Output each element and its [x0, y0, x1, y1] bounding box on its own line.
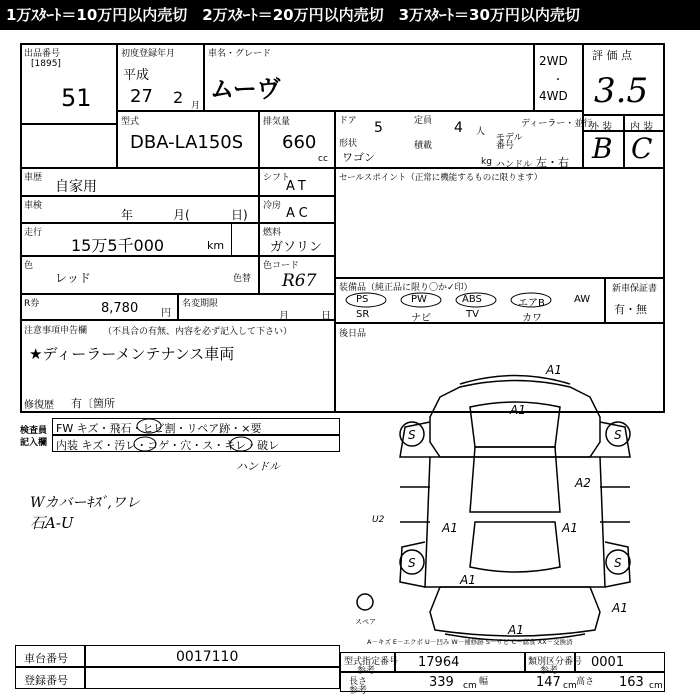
mark-a1-rear-corner: A1 — [612, 601, 628, 615]
length-ref: 参考 — [349, 686, 368, 696]
equip-navi: ナビ — [411, 313, 431, 324]
lot-label: 出品番号 — [24, 49, 61, 59]
drive-4wd: 4WD — [539, 89, 568, 103]
grade-cell — [583, 43, 665, 115]
inspection-day: 日) — [231, 208, 248, 222]
mileage-divider — [231, 224, 232, 255]
history-label: 車歴 — [24, 173, 43, 183]
width-value: 147 — [536, 675, 561, 690]
mark-s-rear-right: S — [614, 556, 622, 570]
name-label: 車名・グレード — [208, 49, 272, 59]
warranty-cell — [605, 278, 665, 323]
lot-cell — [20, 43, 117, 124]
first-reg-cell — [117, 43, 204, 111]
color-label: 色 — [24, 261, 34, 271]
equip-sr: SR — [356, 309, 370, 320]
inspector-circles — [52, 418, 340, 452]
model-designation-value: 17964 — [418, 655, 460, 670]
model-designation-sub: 参考 — [357, 666, 376, 676]
category-label-cell — [525, 652, 583, 676]
handle-label: ハンドル — [496, 160, 533, 170]
handwritten-line-2: 石A-U — [30, 514, 74, 532]
chassis-label: 車台番号 — [24, 652, 68, 665]
equip-airbag: エアB — [518, 298, 545, 309]
inspector-row-1-text: FW キズ・飛石・ヒビ割・リペア跡・×要 — [56, 422, 262, 435]
mileage-cell — [20, 223, 259, 256]
first-reg-month: 2 — [173, 88, 184, 107]
inspector-label-1: 検査員 — [20, 426, 48, 436]
sales-point-cell — [335, 168, 665, 278]
grade-value: 3.5 — [594, 71, 649, 111]
notes-value: ★ディーラーメンテナンス車両 — [29, 345, 235, 363]
fuel-value: ガソリン — [270, 240, 323, 255]
mark-u2: U2 — [372, 515, 385, 525]
spare-wheel — [357, 594, 373, 610]
capacity-value: 4 — [454, 120, 463, 136]
inspection-cell — [20, 196, 259, 223]
displacement-unit: cc — [318, 154, 328, 164]
grade-int-value: C — [631, 132, 653, 165]
circle-airbag — [511, 293, 551, 307]
color-cell — [20, 256, 259, 294]
length-value: 339 — [429, 675, 454, 690]
color-code-cell — [259, 256, 335, 294]
height-value: 163 — [619, 675, 644, 690]
name-change-label: 名変期限 — [182, 299, 219, 309]
ac-value: AC — [286, 206, 312, 221]
grade-ext-cell — [583, 131, 624, 168]
doors-label: ドア — [339, 116, 357, 126]
circle-pw — [401, 293, 441, 307]
grade-int-label-cell — [624, 115, 665, 131]
name-change-month: 月 — [279, 311, 289, 322]
color-code-label: 色コード — [263, 261, 300, 271]
first-reg-month-unit: 月 — [191, 101, 201, 111]
drive-cell — [534, 43, 583, 111]
name-change-day: 日 — [321, 311, 331, 322]
equipment-label: 装備品（純正品に限り〇か✓印） — [339, 283, 473, 293]
displacement-cell — [259, 111, 335, 168]
first-reg-year: 27 — [130, 86, 153, 107]
fuel-label: 燃料 — [263, 228, 282, 238]
circle-stain — [134, 437, 156, 451]
equip-abs: ABS — [462, 294, 482, 305]
grade-ext-value: B — [592, 132, 613, 165]
dealer-label: ディーラー・並行 — [521, 119, 593, 129]
doors-value: 5 — [374, 120, 383, 136]
repair-value: 有〔箇所 — [71, 397, 115, 410]
mark-s-front-left: S — [408, 428, 416, 442]
notes-cell — [20, 320, 335, 413]
reg-value-cell — [85, 667, 340, 689]
mileage-value: 15万5千000 — [71, 236, 165, 255]
sales-point-label: セールスポイント（正常に機能するものに限ります） — [339, 173, 543, 183]
model-designation-label-cell — [340, 652, 399, 676]
mark-a1-right-door: A1 — [562, 521, 578, 535]
inspection-year: 年 — [121, 208, 134, 222]
afterwards-label: 後日品 — [339, 329, 367, 339]
handwritten-line-1: Wカバーｷｽﾞ,ワレ — [30, 495, 140, 511]
mark-a2-right: A2 — [575, 476, 591, 490]
model-designation-value-cell — [395, 652, 525, 672]
mark-a1-rear-left: A1 — [460, 573, 476, 587]
ac-label: 冷房 — [263, 201, 282, 211]
chassis-value-cell — [85, 645, 340, 667]
model-cell — [117, 111, 259, 168]
category-value-cell — [575, 652, 665, 672]
chassis-value: 0017110 — [176, 649, 239, 665]
color-code-value: R67 — [282, 271, 317, 291]
auction-banner: 1万ｽﾀｰﾄ＝10万円以内売切 2万ｽﾀｰﾄ＝20万円以内売切 3万ｽﾀｰﾄ＝30万円以内売切 — [0, 0, 700, 30]
equip-ps: PS — [356, 294, 369, 305]
load-unit: kg — [481, 157, 492, 167]
color-change-label: 色替 — [233, 274, 252, 284]
warranty-value: 有・無 — [614, 303, 647, 316]
history-value: 自家用 — [55, 179, 97, 195]
width-label: 幅 — [479, 677, 489, 687]
inspector-row-2-text: 内装 キズ・汚レ・コゲ・穴・ス・キレ・破レ — [56, 439, 280, 452]
circle-abs — [456, 293, 496, 307]
capacity-label: 定員 — [414, 116, 433, 126]
displacement-value: 660 — [282, 132, 317, 153]
shift-value: AT — [286, 179, 310, 194]
shift-label: シフト — [263, 173, 291, 183]
model-designation-label: 型式指定番号 — [344, 657, 399, 667]
grade-label: 評 価 点 — [592, 49, 632, 62]
ac-cell — [259, 196, 335, 223]
lot-code: [1895] — [31, 59, 61, 69]
reg-label-cell — [15, 667, 85, 689]
equip-leather: カワ — [522, 313, 542, 324]
mark-s-front-right: S — [614, 428, 622, 442]
grade-ext-label: 外 装 — [589, 122, 613, 133]
name-value: ムーヴ — [210, 75, 281, 103]
height-label: 高さ — [576, 677, 595, 687]
equipment-circles — [336, 279, 606, 324]
grade-int-label: 内 装 — [630, 122, 654, 133]
car-damage-diagram — [350, 362, 680, 652]
model-value: DBA-LA150S — [130, 132, 244, 153]
inspector-note: ハンドル — [236, 460, 280, 473]
equip-aw: AW — [574, 294, 591, 305]
length-label: 長さ — [349, 677, 368, 687]
mileage-unit: km — [207, 239, 225, 252]
fuel-cell — [259, 223, 335, 256]
mark-s-rear-left: S — [408, 556, 416, 570]
mileage-label: 走行 — [24, 228, 43, 238]
recycle-cell — [20, 294, 178, 320]
shift-cell — [259, 168, 335, 196]
displacement-label: 排気量 — [263, 117, 291, 127]
body-label: 形状 — [339, 139, 358, 149]
equip-tv: TV — [466, 309, 479, 320]
reg-label: 登録番号 — [24, 674, 68, 687]
drive-2wd: 2WD — [539, 54, 568, 68]
diagram-legend: A－キズ E－エクボ U－凹み W－補修跡 S－サビ C－腐食 XX－交換済 — [367, 638, 573, 646]
body-value: ワゴン — [342, 151, 375, 164]
car-rear-window — [470, 522, 560, 572]
mark-a1-front: A1 — [546, 363, 562, 377]
recycle-label: R券 — [24, 299, 40, 309]
drive-dot: ・ — [553, 75, 563, 86]
notes-sublabel: （不具合の有無、内容を必ず記入して下さい） — [103, 327, 293, 337]
circle-chip — [137, 419, 161, 433]
name-cell — [204, 43, 534, 111]
name-change-cell — [178, 294, 335, 320]
spec-cell — [335, 111, 593, 170]
recycle-value: 8,780 — [101, 301, 139, 316]
repair-label: 修復歴 — [24, 400, 54, 411]
model-label: 型式 — [121, 117, 140, 127]
modelcode-label: モデル 番号 — [496, 133, 523, 151]
lot-number: 51 — [61, 84, 92, 112]
height-unit: cm — [649, 681, 663, 691]
first-reg-label: 初度登録年月 — [121, 49, 176, 59]
load-label: 積載 — [414, 141, 433, 151]
color-value: レッド — [55, 271, 91, 285]
recycle-unit: 円 — [161, 308, 171, 319]
inspection-month: 月( — [173, 208, 190, 222]
equipment-cell — [335, 278, 605, 323]
length-unit: cm — [463, 681, 477, 691]
category-label: 類別区分番号 — [528, 657, 583, 667]
spare-label: スペア — [355, 618, 376, 626]
handle-value: 左・右 — [536, 156, 569, 169]
capacity-unit: 人 — [476, 127, 486, 137]
car-top-outline — [430, 381, 600, 458]
circle-slash — [230, 437, 252, 451]
first-reg-era: 平成 — [123, 68, 150, 83]
dims-cell — [340, 672, 665, 696]
mark-a1-hood: A1 — [510, 403, 526, 417]
lot-bottom-cell — [20, 124, 117, 168]
category-sub: 参考 — [540, 666, 559, 676]
warranty-label: 新車保証書 — [612, 284, 658, 294]
equip-pw: PW — [411, 294, 427, 305]
grade-int-cell — [624, 131, 665, 168]
category-value: 0001 — [591, 655, 625, 670]
circle-ps — [346, 293, 386, 307]
width-unit: cm — [563, 681, 577, 691]
inspection-label: 車検 — [24, 201, 43, 211]
chassis-label-cell — [15, 645, 85, 667]
mark-a1-rear: A1 — [508, 623, 524, 637]
history-cell — [20, 168, 259, 196]
mark-a1-left-door: A1 — [442, 521, 458, 535]
notes-label: 注意事項申告欄 — [24, 326, 88, 336]
inspector-label-2: 記入欄 — [20, 438, 48, 448]
